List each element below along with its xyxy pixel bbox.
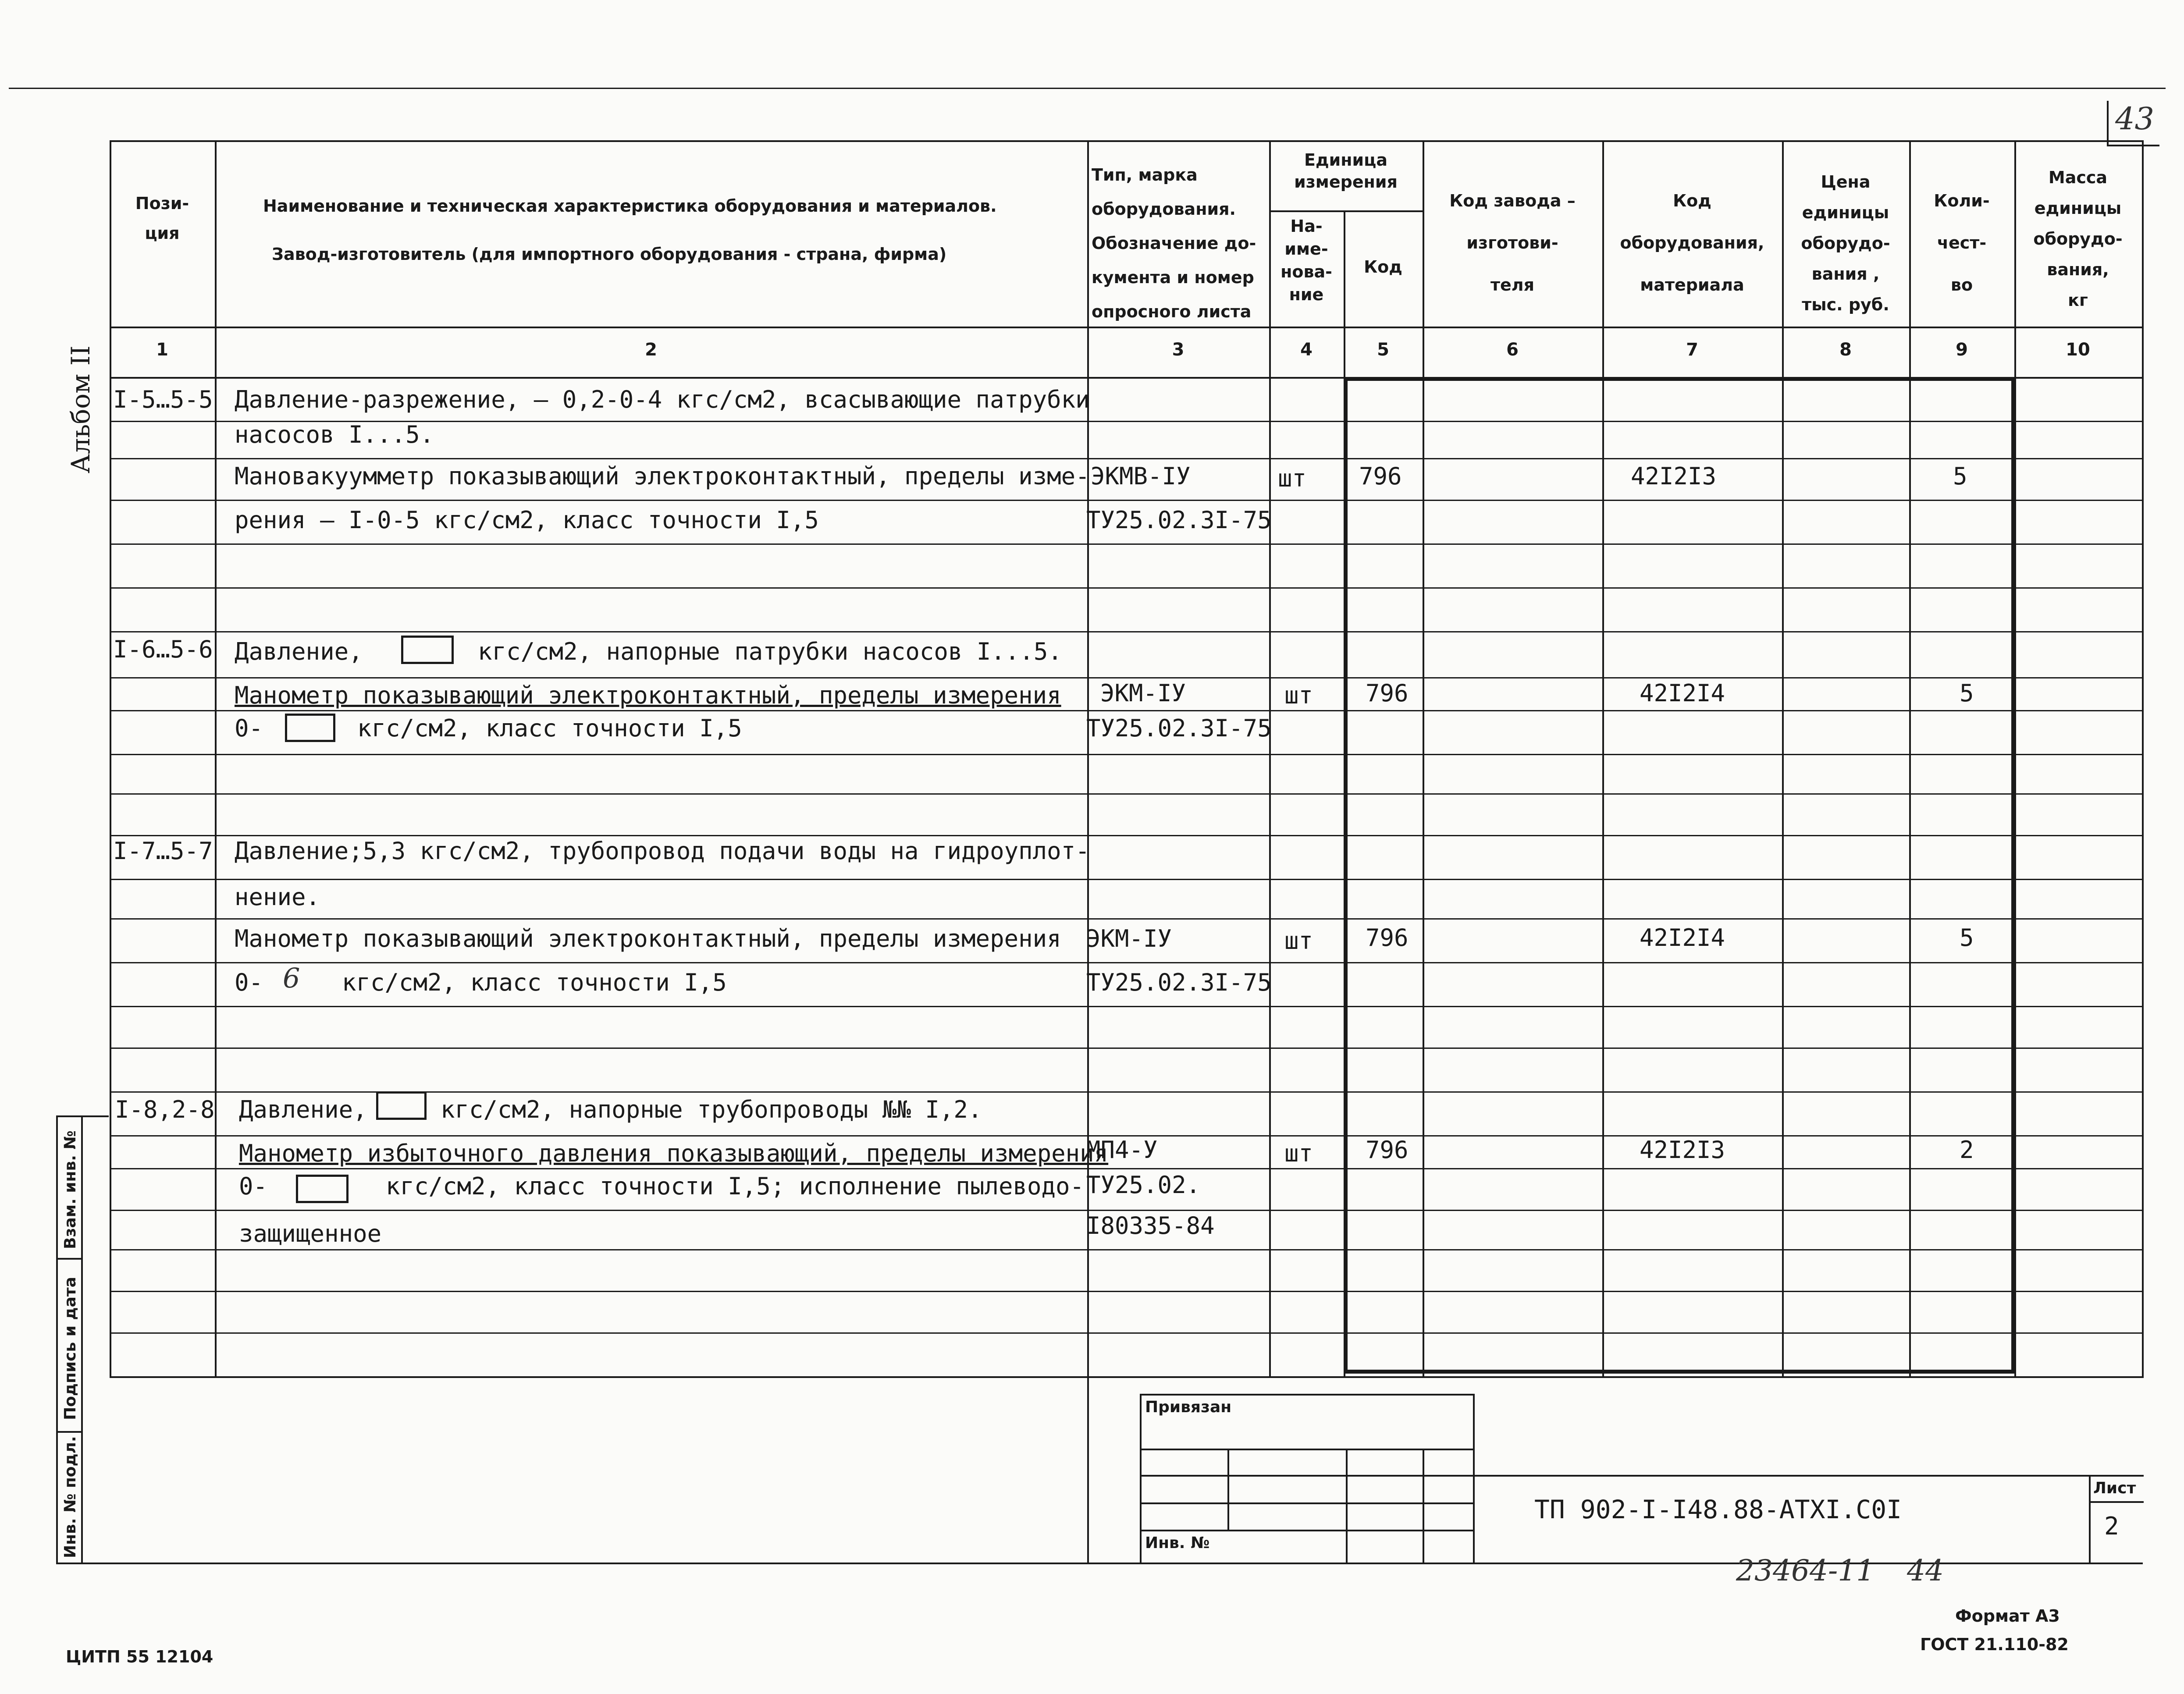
row13-type: ТУ25.02.: [1086, 1171, 1201, 1199]
handwritten-number: 23464-11: [1736, 1554, 1875, 1587]
row-separator: [110, 1291, 2144, 1292]
row2-qty: 5: [1953, 462, 1967, 490]
sheet-number-frame-bottom: [2107, 145, 2159, 146]
thick-bottom: [1344, 1370, 2014, 1374]
stamp-attached-top: [1140, 1394, 1473, 1396]
row-separator: [110, 918, 2144, 920]
row7-pos: I-7…5-7: [113, 837, 213, 865]
row10-text-a: 0-: [235, 969, 263, 996]
row12-qty: 2: [1960, 1136, 1974, 1164]
row-separator: [110, 835, 2144, 836]
colnum-5: 5: [1377, 340, 1389, 360]
stamp-left: [1087, 1376, 1089, 1563]
hdr-col5: Код: [1364, 257, 1402, 277]
row-separator: [110, 500, 2144, 501]
col-div-3: [1269, 140, 1271, 1376]
colnum-8: 8: [1839, 340, 1852, 360]
row6-text-a: 0-: [235, 714, 263, 742]
row2-text: Мановакуумметр показывающий электроконтактный, пределы изме-: [235, 462, 1090, 490]
row2-type: ЭКМВ-IУ: [1091, 462, 1191, 490]
stamp-grid-v1: [1227, 1449, 1229, 1530]
row7-text: Давление;5,3 кгс/см2, трубопровод подачи воды на гидроуплот-: [235, 837, 1090, 865]
row-separator: [110, 587, 2144, 589]
row5-mat: 42I2I4: [1640, 679, 1725, 707]
row-separator: [110, 543, 2144, 545]
row3-text: рения – I-0-5 кгс/см2, класс точности I,5: [235, 506, 819, 534]
row-separator: [110, 879, 2144, 880]
stamp-sheet-div: [2089, 1501, 2144, 1503]
row9-qty: 5: [1960, 924, 1974, 952]
stamp-doc-top: [1473, 1475, 2144, 1477]
stamp-grid-v2: [1346, 1449, 1348, 1563]
hdr-col6: Код завода – изготови- теля: [1449, 191, 1576, 295]
table-right: [2142, 140, 2144, 1376]
stamp-attached-left: [1140, 1394, 1142, 1563]
side-strip-div2: [56, 1431, 82, 1433]
col-div-1: [215, 140, 217, 1376]
table-top: [110, 140, 2144, 142]
thick-left: [1344, 377, 1348, 1372]
row2-mat: 42I2I3: [1631, 462, 1717, 490]
row10-text-b: кгс/см2, класс точности I,5: [342, 969, 727, 996]
row11-pos: I-8,2-8: [115, 1096, 215, 1123]
row5-text: Манометр показывающий электроконтактный, пределы измерения: [235, 682, 1061, 709]
row-separator: [110, 631, 2144, 632]
hdr-unit-group: Единица измерения: [1294, 150, 1398, 192]
side-label-inv-sub: Инв. № подл.: [61, 1436, 79, 1558]
row-separator: [110, 793, 2144, 795]
colnum-3: 3: [1172, 340, 1184, 360]
row2-code: 796: [1359, 462, 1402, 490]
unit-group-divider: [1269, 210, 1423, 212]
sheet-number-frame-left: [2107, 101, 2109, 145]
row-separator: [110, 1210, 2144, 1211]
side-strip-top: [56, 1115, 109, 1117]
colnum-1: 1: [156, 340, 168, 360]
row9-text: Манометр показывающий электроконтактный, пределы измерения: [235, 925, 1061, 952]
row0-text: Давление-разрежение, – 0,2-0-4 кгс/см2, всасывающие патрубки: [235, 386, 1090, 413]
row11-text-a: Давление,: [239, 1096, 367, 1123]
row11-text-b: кгс/см2, напорные трубопроводы №№ I,2.: [441, 1096, 982, 1123]
row1-text: насосов I...5.: [235, 421, 434, 448]
blank-value-box: [296, 1175, 349, 1203]
colnum-4: 4: [1300, 340, 1313, 360]
stamp-doc-code: ТП 902-I-I48.88-АТХI.C0I: [1534, 1495, 1902, 1524]
row4-text-b: кгс/см2, напорные патрубки насосов I...5.: [478, 638, 1062, 665]
row12-type: МП4-У: [1086, 1136, 1158, 1164]
blank-value-box: [285, 714, 335, 742]
row5-qty: 5: [1960, 679, 1974, 707]
row4-pos: I-6…5-6: [113, 636, 213, 663]
thick-right: [2011, 377, 2015, 1372]
hdr-col10: Масса единицы оборудо- вания, кг: [2033, 168, 2123, 310]
row6-text-b: кгс/см2, класс точности I,5: [357, 714, 742, 742]
table-bottom: [110, 1376, 2144, 1378]
colnum-9: 9: [1956, 340, 1968, 360]
hdr-col9: Коли- чест- во: [1934, 191, 1990, 295]
format-label: Формат А3: [1955, 1606, 2060, 1626]
col-div-5: [1423, 140, 1424, 1376]
row-separator: [110, 710, 2144, 711]
row6-type: ТУ25.02.3I-75: [1086, 714, 1272, 742]
row12-text: Манометр избыточного давления показывающий, пределы измерения: [239, 1140, 1109, 1167]
row10-type: ТУ25.02.3I-75: [1086, 969, 1272, 996]
printer-label: ЦИТП 55 12104: [66, 1647, 213, 1666]
row9-unit: шт: [1284, 927, 1313, 955]
table-left: [110, 140, 111, 1376]
row9-mat: 42I2I4: [1640, 924, 1725, 952]
top-border: [9, 88, 2166, 89]
hdr-col7: Код оборудования, материала: [1620, 191, 1764, 295]
row4-text-a: Давление,: [235, 638, 363, 665]
blank-value-box: [401, 636, 454, 664]
row12-unit: шт: [1284, 1140, 1313, 1167]
blank-value-box: [376, 1091, 427, 1120]
row9-type: ЭКМ-IУ: [1086, 925, 1172, 952]
row-separator: [110, 962, 2144, 963]
colnum-6: 6: [1506, 340, 1519, 360]
row13-text-b: кгс/см2, класс точности I,5; исполнение пылеводо-: [386, 1172, 1085, 1200]
row-separator: [110, 458, 2144, 459]
row-separator: [110, 1006, 2144, 1007]
row5-unit: шт: [1284, 682, 1313, 709]
row13-text-a: 0-: [239, 1172, 268, 1200]
row14-type: I80335-84: [1086, 1212, 1215, 1239]
row-separator: [110, 677, 2144, 678]
col-div-6: [1602, 140, 1604, 1376]
stamp-sheet-left: [2089, 1475, 2091, 1563]
row5-code: 796: [1366, 679, 1409, 707]
side-strip-div1: [56, 1258, 82, 1260]
row0-pos: I-5…5-5: [113, 386, 213, 413]
row12-code: 796: [1366, 1136, 1409, 1164]
sheet-number: 43: [2115, 101, 2155, 137]
side-label-sign-date: Подпись и дата: [61, 1277, 79, 1420]
row-separator: [110, 1249, 2144, 1250]
stamp-sheet-value: 2: [2104, 1512, 2119, 1541]
row5-type: ЭКМ-IУ: [1100, 679, 1186, 707]
row3-type: ТУ25.02.3I-75: [1086, 506, 1272, 534]
stamp-attached-right: [1473, 1394, 1475, 1563]
colnum-2: 2: [645, 340, 657, 360]
col-div-7: [1782, 140, 1784, 1376]
stamp-sheet-label: Лист: [2093, 1479, 2136, 1497]
stamp-attached-label: Привязан: [1145, 1398, 1232, 1416]
hdr-col8: Цена единицы оборудо- вания , тыс. руб.: [1801, 172, 1890, 314]
handwritten-page: 44: [1907, 1554, 1944, 1587]
col-div-8: [1909, 140, 1911, 1376]
row14-text: защищенное: [239, 1220, 382, 1247]
row-separator: [110, 1168, 2144, 1169]
row-separator: [110, 1048, 2144, 1049]
row12-mat: 42I2I3: [1640, 1136, 1725, 1164]
side-label-replace-inv: Взам. инв. №: [61, 1130, 79, 1249]
row2-unit: шт: [1278, 465, 1307, 492]
row-separator: [110, 1332, 2144, 1334]
hdr-col2: Наименование и техническая характеристика оборудования и материалов. Завод-изготовитель (для импортного оборудования - страна, фирма): [263, 196, 997, 264]
album-label: Альбом II: [66, 345, 96, 473]
stamp-inv-label: Инв. №: [1145, 1534, 1210, 1552]
side-strip-left: [56, 1115, 58, 1563]
side-strip-right: [81, 1115, 83, 1563]
colnum-10: 10: [2066, 340, 2090, 360]
row8-text: нение.: [235, 883, 320, 911]
stamp-grid-v3: [1423, 1449, 1424, 1563]
row10-handwritten-value: 6: [283, 962, 300, 994]
gost-label: ГОСТ 21.110-82: [1920, 1635, 2069, 1654]
hdr-col1: Пози- ция: [135, 194, 189, 243]
hdr-col3: Тип, марка оборудования. Обозначение до- кумента и номер опросного листа: [1092, 165, 1256, 321]
row-separator: [110, 754, 2144, 755]
hdr-col4: На- име- нова- ние: [1281, 217, 1332, 304]
colnum-7: 7: [1686, 340, 1698, 360]
row9-code: 796: [1366, 924, 1409, 952]
thick-top: [1344, 377, 2014, 381]
